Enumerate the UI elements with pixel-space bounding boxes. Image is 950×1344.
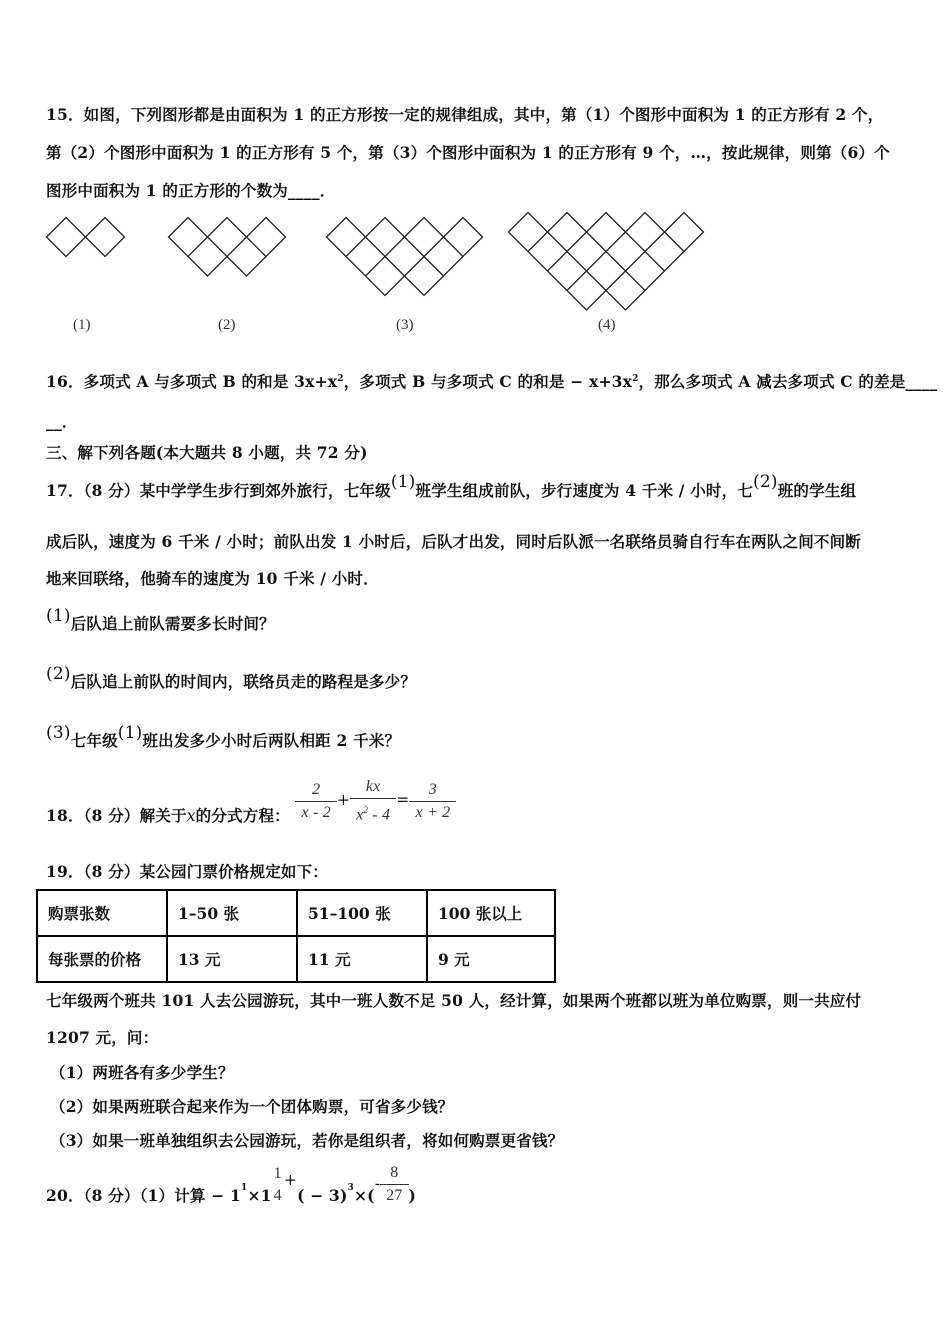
diamond-pattern-svg [40,205,740,345]
q19-sub2: （2）如果两班联合起来作为一个团体购票，可省多少钱？ [50,1097,454,1116]
figure-label-4: (4) [598,317,616,333]
q15-line2: 第（2）个图形中面积为 1 的正方形有 5 个，第（3）个图形中面积为 1 的正方形有 9 个，…，按此规律，则第（6）个 [46,143,890,162]
q15-line1: 15．如图，下列图形都是由面积为 1 的正方形按一定的规律组成，其中，第（1）个图形中面积为 1 的正方形有 2 个， [46,105,884,124]
table-cell: 每张票的价格 [37,936,167,982]
q17-line2: 成后队，速度为 6 千米 / 小时；前队出发 1 小时后，后队才出发，同时后队派一名联络员骑自行车在两队之间不间断 [46,532,862,551]
figure-label-1: (1) [73,317,91,333]
q19-sub1: （1）两班各有多少学生？ [50,1063,234,1082]
table-row [37,936,555,982]
q17-sub3: (3)七年级(1)班出发多少小时后两队相距 2 千米？ [46,723,401,750]
ticket-price-table [36,889,556,983]
q16-line2: __． [46,412,78,431]
q20-line: 20．（8 分）（1）计算 − $1^1\times 1$ 1 4 +( − 3)$^3$×(- $\frac{8}{27}$ ) [46,1162,416,1207]
square-pattern-figures [40,205,740,345]
fraction-eight-27ths: $\frac{8}{27}$ [380,1162,408,1207]
table-cell: 100 张以上 [427,890,555,936]
table-cell: 13 元 [167,936,297,982]
figure-3 [327,218,483,296]
figure-2 [169,218,286,277]
q17-sub2: (2)后队追上前队的时间内，联络员走的路程是多少？ [46,664,417,691]
q18-line: 18．（8 分）解关于x的分式方程： $\frac{2}{x - 2}$ + $\frac{kx}{x^2 - 4}$ = $\frac{3}{x + 2}$ [46,776,456,826]
q17-line3: 地来回联络，他骑车的速度为 10 千米 / 小时． [46,569,379,588]
table-cell: 1–50 张 [167,890,297,936]
fraction-3: $\frac{3}{x + 2}$ [409,779,456,824]
table-cell: 11 元 [297,936,427,982]
q19-intro: 19．（8 分）某公园门票价格规定如下： [46,862,329,881]
q17-sub1: (1)后队追上前队需要多长时间？ [46,606,275,633]
table-cell: 9 元 [427,936,555,982]
q19-sub3: （3）如果一班单独组织去公园游玩，若你是组织者，将如何购票更省钱？ [50,1131,564,1150]
q17-line1: 17．（8 分）某中学学生步行到郊外旅行，七年级(1)班学生组成前队，步行速度为 4 千米 / 小时，七(2)班的学生组 [46,472,857,500]
fraction-2: $\frac{kx}{x^2 - 4}$ [350,776,396,826]
table-cell: 购票张数 [37,890,167,936]
fraction-one-quarter: 1 4 [273,1164,282,1204]
q15-line3: 图形中面积为 1 的正方形的个数为____． [46,181,336,200]
figure-1 [47,218,125,257]
figure-label-3: (3) [396,317,414,333]
fraction-1: $\frac{2}{x - 2}$ [295,779,336,824]
q19-line2: 1207 元，问： [46,1028,159,1047]
q19-line1: 七年级两个班共 101 人去公园游玩，其中一班人数不足 50 人，经计算，如果两个班都以班为单位购票，则一共应付 [46,991,862,1010]
q16-line1: 16．多项式 A 与多项式 B 的和是 $3x+x^2$，多项式 B 与多项式 C 的和是 − $x+3x^2$，那么多项式 A 减去多项式 C 的差是____ [46,372,938,391]
figure-4 [509,213,704,311]
table-row [37,890,555,936]
table-cell: 51–100 张 [297,890,427,936]
section-3-heading: 三、解下列各题(本大题共 8 小题，共 72 分) [46,443,368,462]
figure-label-2: (2) [218,317,236,333]
